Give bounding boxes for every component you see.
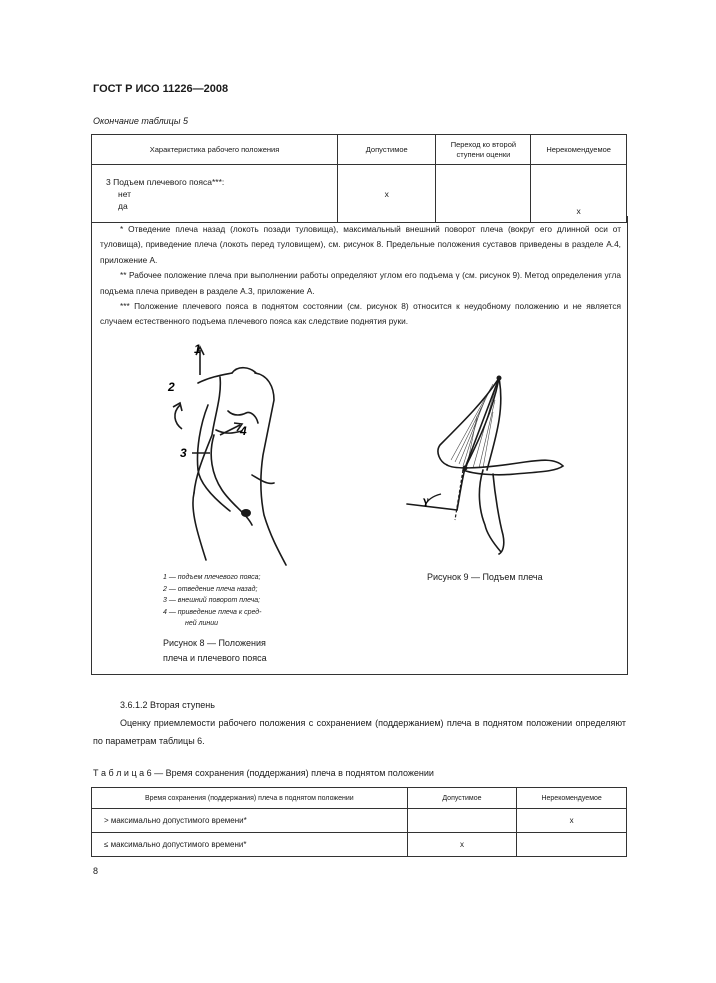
legend-text: — внешний поворот плеча; <box>166 597 261 605</box>
row-title: 3 Подъем плечевого пояса***: <box>106 176 225 187</box>
table-row <box>92 809 627 833</box>
table-6 <box>91 787 627 857</box>
figure-8-drawing <box>160 335 310 570</box>
section-heading: 3.6.1.2 Вторая ступень <box>120 700 215 710</box>
section-paragraph <box>93 714 626 750</box>
table-row <box>92 165 627 223</box>
row-option-no: нет <box>118 188 132 199</box>
legend-item <box>163 572 262 584</box>
legend-text: — подъем плечевого пояса; <box>166 574 261 581</box>
column-header-not-recommended: Нерекомендуемое <box>517 788 627 809</box>
row-label: > максимально допустимого времени* <box>92 809 408 833</box>
page-number: 8 <box>93 866 99 876</box>
table-header-row <box>92 135 627 165</box>
legend-item <box>163 607 262 619</box>
document-header: ГОСТ Р ИСО 11226—2008 <box>93 83 229 95</box>
column-header-characteristic: Характеристика рабочего положения <box>92 135 338 165</box>
column-header-not-recommended: Нерекомендуемое <box>531 135 627 165</box>
cell-not-recommended: x <box>517 809 627 833</box>
mark-allowed: x <box>384 188 389 199</box>
table-5 <box>91 134 627 223</box>
legend-item <box>163 595 262 607</box>
column-header-allowed: Допустимое <box>407 788 517 809</box>
table-6-caption: Т а б л и ц а 6 — Время сохранения (поддержания) плеча в поднятом положении <box>93 768 434 778</box>
column-header-allowed: Допустимое <box>338 135 436 165</box>
table-row <box>92 833 627 857</box>
figure-8-caption-line-2: плеча и плечевого пояса <box>163 653 267 663</box>
column-header-time: Время сохранения (поддержания) плеча в поднятом положении <box>92 788 408 809</box>
section-paragraph-text: Оценку приемлемости рабочего положения с сохранением (поддержанием) плеча в поднятом положении определяют по параметрам таблицы 6. <box>93 718 626 746</box>
footnote-2: ** Рабочее положение плеча при выполнении работы определяют углом его подъема γ (см. рисунок 9). Метод определения угла подъема плеча приведен в разделе А.3, приложение А. <box>100 270 621 296</box>
footnote-3: *** Положение плечевого пояса в поднятом состоянии (см. рисунок 8) относится к неудобному положению и не является случаем естественного подъема плечевого пояса как следствие поднятия руки. <box>100 301 621 327</box>
column-header-second-stage <box>436 135 531 165</box>
fig8-label-2: 2 <box>168 380 175 394</box>
footnote-1: * Отведение плеча назад (локоть позади туловища), максимальный внешний поворот плеча (вокруг его длинной оси от туловища), приведение плеча (локоть перед туловищем), см. рисунок 8. Предельные положения суставов приведены в разделе А.4, приложение А. <box>100 224 621 265</box>
figure-9-drawing <box>395 370 575 560</box>
legend-item <box>163 584 262 596</box>
figure-8-caption <box>163 636 267 666</box>
table-header-row <box>92 788 627 809</box>
row-characteristic <box>92 165 338 223</box>
figure-8-legend <box>163 572 262 630</box>
row-option-yes: да <box>118 200 128 211</box>
figure-9-caption: Рисунок 9 — Подъем плеча <box>427 572 543 582</box>
legend-num: 3 <box>163 597 167 605</box>
cell-not-recommended <box>531 165 627 223</box>
legend-text: — отведение плеча назад; <box>166 585 258 593</box>
fig8-label-3: 3 <box>180 446 187 460</box>
cell-allowed <box>338 165 436 223</box>
mark-not-recommended: x <box>576 206 581 216</box>
column-header-second-stage-text: Переход ко второй ступени оценки <box>450 139 517 159</box>
cell-second-stage <box>436 165 531 223</box>
cell-allowed: x <box>407 833 517 857</box>
fig9-angle-label: γ <box>423 493 429 507</box>
cell-allowed <box>407 809 517 833</box>
row-label: ≤ максимально допустимого времени* <box>92 833 408 857</box>
figure-8-caption-line-1: Рисунок 8 — Положения <box>163 638 266 648</box>
footnotes <box>100 222 621 330</box>
legend-num: 1 <box>163 574 167 581</box>
legend-num: 4 <box>163 608 167 616</box>
cell-not-recommended <box>517 833 627 857</box>
legend-item <box>163 618 262 630</box>
table-continuation-label: Окончание таблицы 5 <box>93 116 188 126</box>
fig8-label-1: 1 <box>194 342 201 356</box>
legend-text: — приведение плеча к сред- <box>166 608 262 616</box>
legend-num: 2 <box>163 585 167 593</box>
fig8-label-4: 4 <box>240 424 247 438</box>
legend-text: ней линии <box>185 620 219 628</box>
